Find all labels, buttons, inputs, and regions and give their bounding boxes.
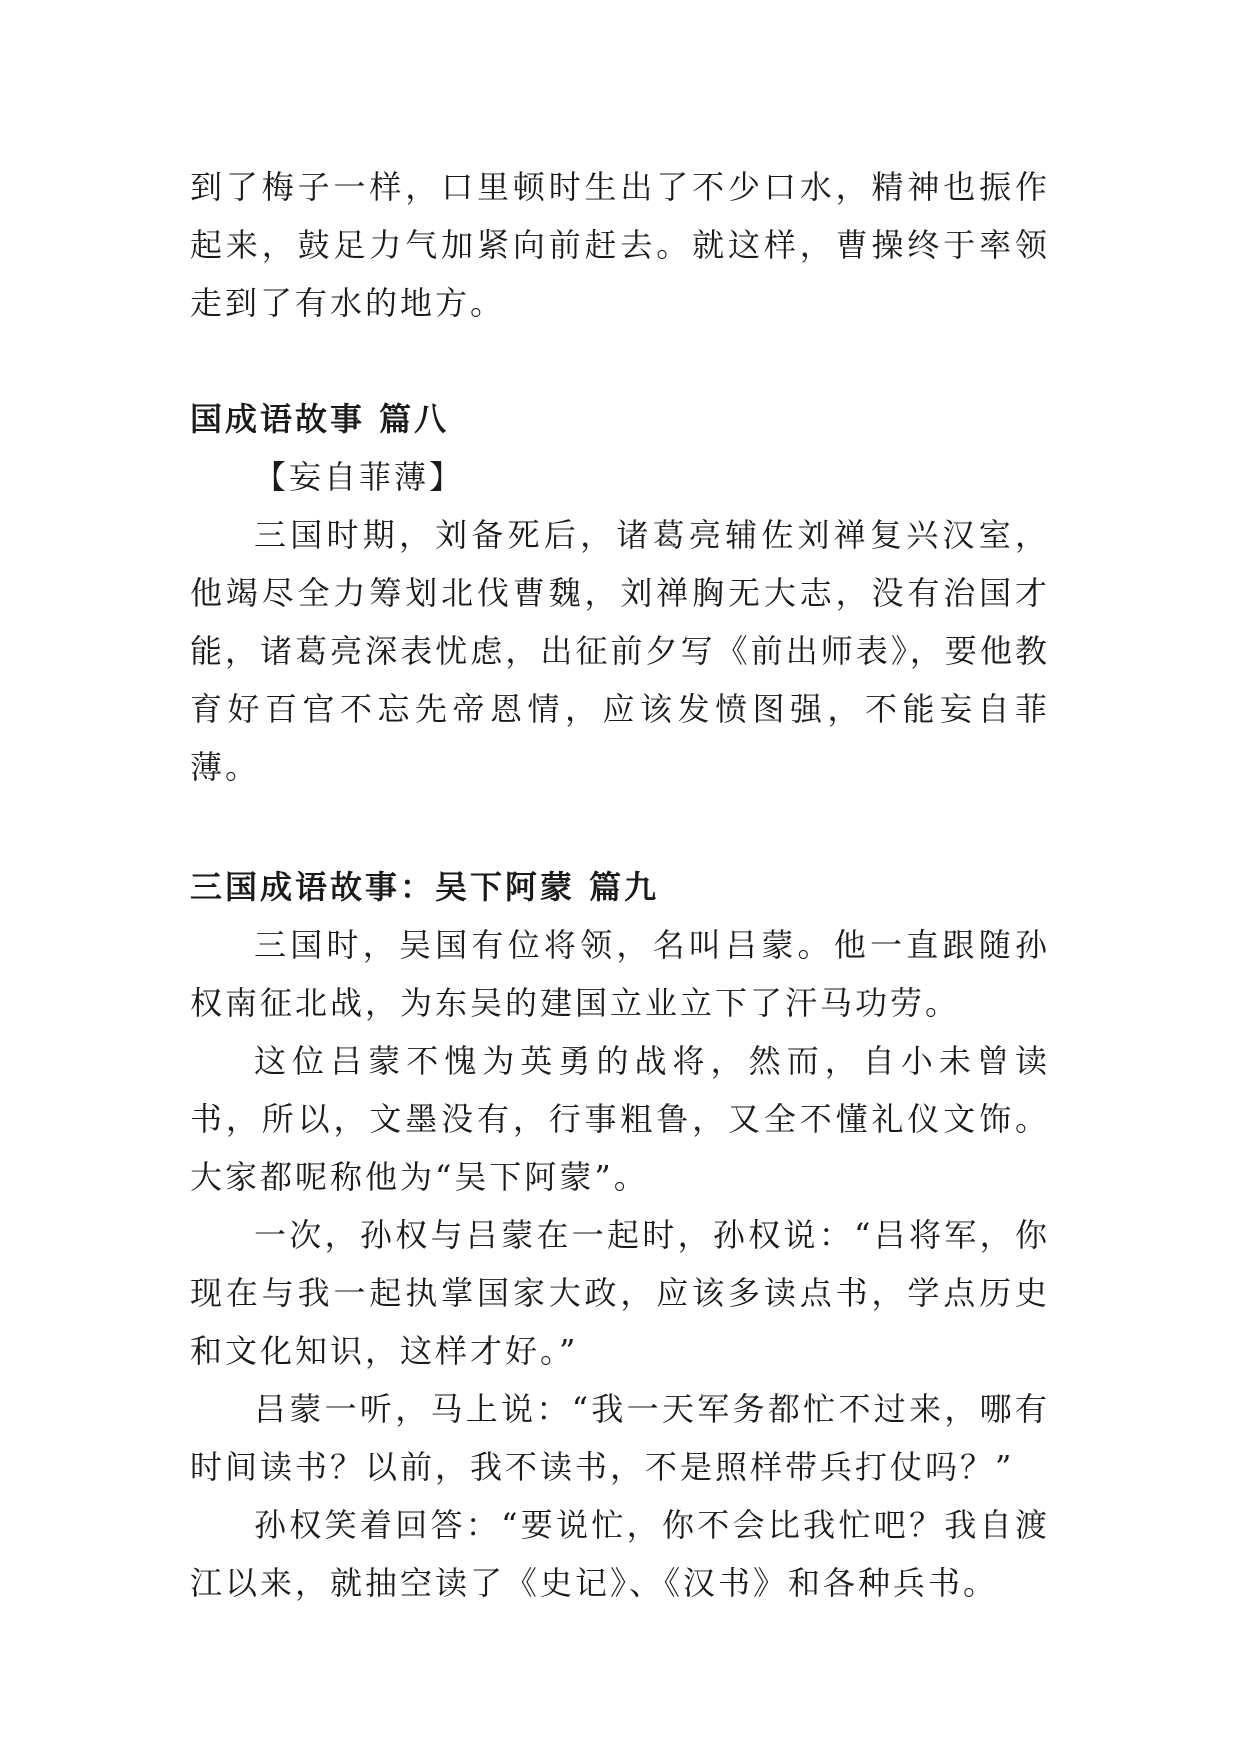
section-9-paragraph: 孙权笑着回答：“要说忙，你不会比我忙吧？我自渡江以来，就抽空读了《史记》、《汉书》和各种兵书。 xyxy=(190,1506,1050,1602)
section-gap xyxy=(190,796,1050,858)
section-9-paragraph: 这位吕蒙不愧为英勇的战将，然而，自小未曾读书，所以，文墨没有，行事粗鲁，又全不懂礼仪文饰。大家都呢称他为“吴下阿蒙”。 xyxy=(190,1042,1050,1196)
section-8-heading: 国成语故事 篇八 xyxy=(190,400,450,438)
section-9-paragraph: 吕蒙一听，马上说：“我一天军务都忙不过来，哪有时间读书？以前，我不读书，不是照样带兵打仗吗？” xyxy=(190,1390,1050,1486)
section-gap xyxy=(190,332,1050,390)
document-page xyxy=(190,158,1050,1612)
intro-paragraph: 到了梅子一样，口里顿时生出了不少口水，精神也振作起来，鼓足力气加紧向前赶去。就这样，曹操终于率领走到了有水的地方。 xyxy=(190,168,1050,322)
section-9-paragraph: 三国时，吴国有位将领，名叫吕蒙。他一直跟随孙权南征北战，为东吴的建国立业立下了汗马功劳。 xyxy=(190,926,1050,1022)
section-8-idiom-title: 【妄自菲薄】 xyxy=(254,458,465,496)
section-9-heading: 三国成语故事：吴下阿蒙 篇九 xyxy=(190,868,660,906)
section-9-paragraph: 一次，孙权与吕蒙在一起时，孙权说：“吕将军，你现在与我一起执掌国家大政，应该多读点书，学点历史和文化知识，这样才好。” xyxy=(190,1216,1050,1370)
section-8-paragraph: 三国时期，刘备死后，诸葛亮辅佐刘禅复兴汉室，他竭尽全力筹划北伐曹魏，刘禅胸无大志，没有治国才能，诸葛亮深表忧虑，出征前夕写《前出师表》，要他教育好百官不忘先帝恩情，应该发愤图强，不能妄自菲薄。 xyxy=(190,516,1050,786)
